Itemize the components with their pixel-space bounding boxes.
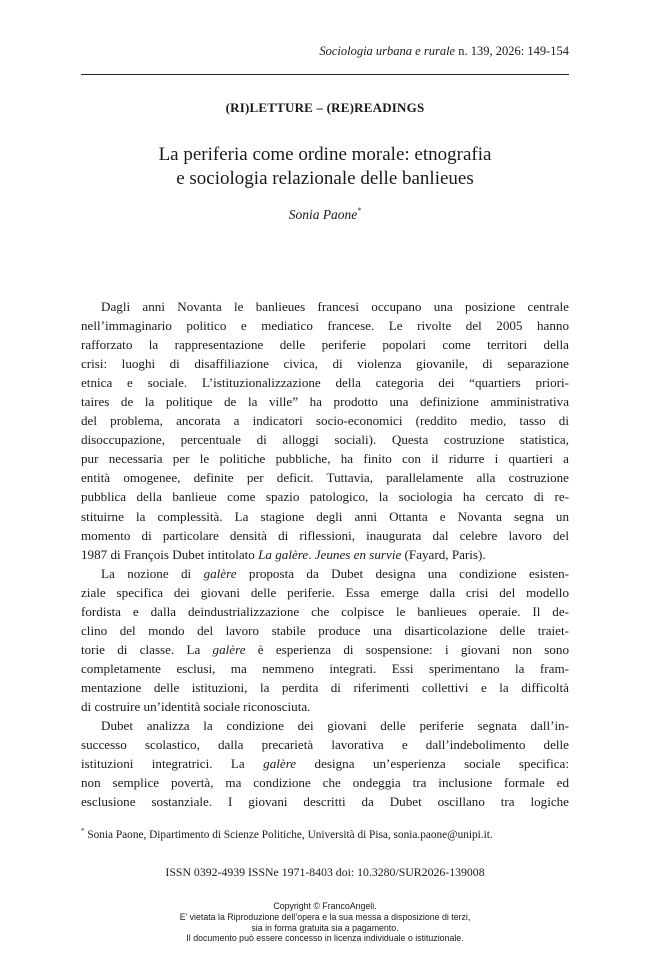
body-text: di costruire un’identità sociale riconosciuta.	[81, 698, 311, 714]
body-text: 1987 di François Dubet intitolato	[81, 546, 259, 562]
body-line	[81, 507, 569, 526]
body-line	[81, 430, 569, 449]
body-line	[81, 468, 569, 487]
body-line	[81, 487, 569, 506]
italic-term: galère	[263, 756, 297, 772]
body-line	[81, 735, 569, 754]
body-line	[81, 659, 569, 678]
article-title-line: La periferia come ordine morale: etnografia	[158, 144, 492, 165]
copyright-line: Copyright © FrancoAngeli.	[273, 901, 377, 911]
section-title: (RI)LETTURE – (RE)READINGS	[225, 100, 425, 115]
body-text: entità omogenee, definite per deficit. Tuttavia, parallelamente alla costruzione	[81, 470, 569, 486]
body-text: rafforzato la rappresentazione delle periferie popolari come territori della	[81, 337, 569, 353]
body-line	[81, 602, 569, 621]
body-line	[81, 621, 569, 640]
running-head	[319, 44, 569, 59]
journal-name: Sociologia urbana e rurale	[319, 44, 456, 58]
body-text: ziale specifica dei giovani delle periferie. Essa emerge dalla crisi del modello	[81, 584, 569, 600]
body-line	[81, 792, 569, 811]
body-text: etnica e sociale. L’istituzionalizzazione della categoria dei “quartiers priori-	[81, 375, 569, 391]
footnote-mark: *	[81, 827, 85, 835]
body-text: disoccupazione, percentuale di alloggi sociali). Questa costruzione statistica,	[81, 432, 569, 448]
body-text: completamente esclusi, ma nemmeno integrati. Essi sperimentano la fram-	[81, 660, 569, 676]
body-text: taires de la politique de la ville” ha prodotto una definizione amministrativa	[81, 394, 569, 410]
body-text: del problema, ancorata a indicatori socio-economici (reddito medio, tasso di	[81, 413, 569, 429]
italic-term: galère	[203, 565, 237, 581]
body-line	[81, 297, 569, 316]
issue-info: n. 139, 2026: 149-154	[455, 44, 569, 58]
body-text: Dubet analizza la condizione dei giovani delle periferie segnata dall’in-	[101, 718, 569, 734]
body-line	[81, 411, 569, 430]
author-footnote-mark: *	[357, 206, 362, 215]
article-title-line: e sociologia relazionale delle banlieues	[176, 168, 474, 189]
body-line	[81, 354, 569, 373]
copyright-notice	[81, 901, 569, 944]
body-text: esclusione sostanziale. I giovani descritti da Dubet oscillano tra logiche	[81, 794, 569, 810]
body-text: nell’immaginario politico e mediatico francese. Le rivolte del 2005 hanno	[81, 318, 569, 334]
footnote	[81, 827, 569, 841]
body-text: proposta da Dubet designa una condizione esisten-	[236, 565, 569, 581]
body-text: fordista e dalla deindustrializzazione che colpisce le banlieues operaie. Il de-	[81, 603, 569, 619]
body-line	[81, 754, 569, 773]
body-text: pubblica della banlieue come spazio patologico, la sociologia ha cercato di re-	[81, 489, 569, 505]
author	[81, 206, 569, 223]
copyright-line: E’ vietata la Riproduzione dell’opera e la sua messa a disposizione di terzi,	[179, 911, 471, 922]
body-line	[81, 583, 569, 602]
italic-term: La galère	[258, 546, 309, 562]
body-text: .	[308, 546, 315, 562]
article-body	[81, 297, 569, 811]
italic-term: Jeunes en survie	[314, 546, 402, 562]
body-text: (Fayard, Paris).	[401, 546, 486, 562]
copyright-line: Il documento può essere concesso in licenza individuale o istituzionale.	[186, 933, 464, 944]
body-line	[81, 640, 569, 659]
body-line	[81, 678, 569, 697]
header-rule	[81, 74, 569, 75]
body-line	[81, 697, 569, 716]
author-name: Sonia Paone	[288, 207, 358, 222]
body-text: successo scolastico, dalla precarietà lavorativa e dall’indebolimento delle	[81, 737, 569, 753]
body-line	[81, 716, 569, 735]
body-text: è esperienza di sospensione: i giovani non sono	[245, 641, 569, 657]
footnote-text: Sonia Paone, Dipartimento di Scienze Politiche, Università di Pisa, sonia.paone@unipi.it.	[84, 829, 493, 841]
body-text: momento di particolare densità di riflessioni, inaugurata dal celebre lavoro del	[81, 527, 569, 543]
body-text: Dagli anni Novanta le banlieues francesi occupano una posizione centrale	[101, 299, 569, 314]
body-line	[81, 373, 569, 392]
body-line	[81, 392, 569, 411]
italic-term: galère	[212, 641, 246, 657]
body-text: non semplice povertà, ma condizione che ondeggia tra inclusione formale ed	[81, 775, 569, 791]
body-text: istituzioni integratrici. La	[81, 756, 264, 772]
copyright-line: sia in forma gratuita sia a pagamento.	[251, 922, 399, 933]
body-line	[81, 526, 569, 545]
body-text: La nozione di	[101, 565, 204, 581]
body-text: stituirne la complessità. La stagione degli anni Ottanta e Novanta segna un	[81, 508, 569, 524]
body-text: mentazione delle istituzioni, la perdita di riferimenti collettivi e la difficoltà	[81, 679, 569, 695]
article-title	[81, 143, 569, 191]
body-text: crisi: luoghi di disaffiliazione civica, di violenza giovanile, di separazione	[81, 356, 569, 372]
body-line	[81, 773, 569, 792]
body-line	[81, 449, 569, 468]
body-line	[81, 545, 569, 564]
body-text: clino del mondo del lavoro stabile produce una disarticolazione delle traiet-	[81, 622, 569, 638]
body-text: designa un’esperienza sociale specifica:	[296, 756, 570, 772]
body-line	[81, 564, 569, 583]
body-line	[81, 335, 569, 354]
body-text: torie di classe. La	[81, 641, 213, 657]
issn-doi-line: ISSN 0392-4939 ISSNe 1971-8403 doi: 10.3280/SUR2026-139008	[165, 865, 485, 879]
body-line	[81, 316, 569, 335]
body-text: pur necessaria per le politiche pubbliche, ha finito con il ridurre i quartieri a	[81, 451, 569, 467]
